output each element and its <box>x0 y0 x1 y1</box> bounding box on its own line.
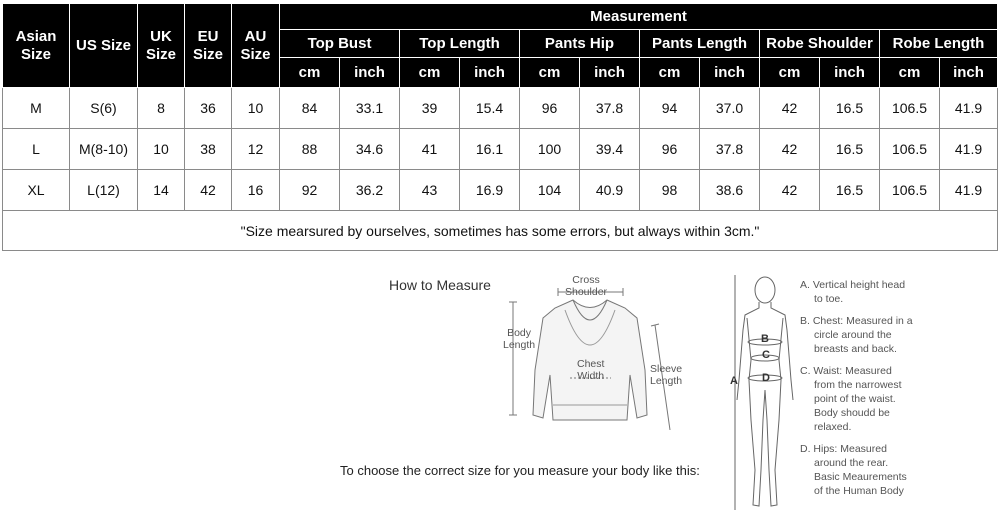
header-asian-size: Asian Size <box>3 4 70 88</box>
header-unit-inch: inch <box>940 58 998 88</box>
measurement-notes <box>800 278 960 506</box>
table-cell: 43 <box>400 170 460 211</box>
header-unit-cm: cm <box>520 58 580 88</box>
table-cell: 84 <box>280 88 340 129</box>
header-unit-cm: cm <box>280 58 340 88</box>
how-to-measure-title: How to Measure <box>389 277 491 293</box>
header-unit-inch: inch <box>580 58 640 88</box>
table-cell: 106.5 <box>880 129 940 170</box>
table-cell: 41.9 <box>940 129 998 170</box>
table-cell: 16.5 <box>820 170 880 211</box>
header-au-size: AU Size <box>232 4 280 88</box>
table-cell: 106.5 <box>880 170 940 211</box>
table-cell: 16 <box>232 170 280 211</box>
header-unit-inch: inch <box>340 58 400 88</box>
table-cell: 38 <box>185 129 232 170</box>
table-cell: M(8-10) <box>70 129 138 170</box>
header-group: Robe Length <box>880 30 998 58</box>
body-letter-d: D <box>762 372 770 384</box>
table-cell: L(12) <box>70 170 138 211</box>
header-unit-cm: cm <box>880 58 940 88</box>
measurement-note: C. Waist: Measured from the narrowest point of the waist. Body shoudd be relaxed. <box>800 365 902 433</box>
measurement-note: B. Chest: Measured in a circle around the breasts and back. <box>800 315 913 355</box>
table-cell: 10 <box>232 88 280 129</box>
size-chart-table <box>2 3 998 251</box>
table-cell: 36 <box>185 88 232 129</box>
table-cell: 16.9 <box>460 170 520 211</box>
table-cell: 16.5 <box>820 129 880 170</box>
sleeve-length-label: Sleeve Length <box>650 363 683 387</box>
cross-shoulder-label: Cross Shoulder <box>565 274 608 298</box>
table-cell: 92 <box>280 170 340 211</box>
chest-width-label: Chest Width <box>577 358 605 382</box>
header-unit-inch: inch <box>460 58 520 88</box>
header-us-size: US Size <box>70 4 138 88</box>
table-cell: 37.8 <box>700 129 760 170</box>
body-letter-b: B <box>761 333 769 345</box>
table-cell: 10 <box>138 129 185 170</box>
header-group: Pants Length <box>640 30 760 58</box>
measurement-note: A. Vertical height head to toe. <box>800 279 906 305</box>
table-cell: 41.9 <box>940 170 998 211</box>
table-cell: 15.4 <box>460 88 520 129</box>
table-cell: 42 <box>760 170 820 211</box>
header-group: Robe Shoulder <box>760 30 880 58</box>
body-figure-diagram <box>715 270 800 525</box>
header-uk-size: UK Size <box>138 4 185 88</box>
table-cell: 41.9 <box>940 88 998 129</box>
table-cell: L <box>3 129 70 170</box>
header-unit-inch: inch <box>700 58 760 88</box>
table-cell: 98 <box>640 170 700 211</box>
header-unit-cm: cm <box>640 58 700 88</box>
table-cell: 88 <box>280 129 340 170</box>
table-cell: 41 <box>400 129 460 170</box>
header-measurement: Measurement <box>280 4 998 30</box>
table-cell: 39.4 <box>580 129 640 170</box>
header-group: Top Length <box>400 30 520 58</box>
table-cell: 39 <box>400 88 460 129</box>
table-row <box>3 129 998 170</box>
table-cell: 42 <box>185 170 232 211</box>
table-cell: 100 <box>520 129 580 170</box>
table-cell: 16.5 <box>820 88 880 129</box>
body-length-label: Body Length <box>503 327 536 351</box>
table-cell: 42 <box>760 88 820 129</box>
body-letter-c: C <box>762 349 770 361</box>
table-cell: S(6) <box>70 88 138 129</box>
table-cell: 16.1 <box>460 129 520 170</box>
table-cell: 36.2 <box>340 170 400 211</box>
table-cell: 40.9 <box>580 170 640 211</box>
table-cell: M <box>3 88 70 129</box>
table-cell: 14 <box>138 170 185 211</box>
table-cell: 8 <box>138 88 185 129</box>
header-unit-cm: cm <box>760 58 820 88</box>
measurement-note: D. Hips: Measured around the rear. Basic Meaurements of the Human Body <box>800 443 907 497</box>
table-cell: 33.1 <box>340 88 400 129</box>
choose-size-instruction: To choose the correct size for you measure your body like this: <box>340 463 700 478</box>
body-letter-a: A <box>730 375 738 387</box>
header-group: Pants Hip <box>520 30 640 58</box>
table-cell: 37.8 <box>580 88 640 129</box>
header-unit-cm: cm <box>400 58 460 88</box>
table-cell: 42 <box>760 129 820 170</box>
header-unit-inch: inch <box>820 58 880 88</box>
table-cell: 34.6 <box>340 129 400 170</box>
header-eu-size: EU Size <box>185 4 232 88</box>
table-cell: 96 <box>640 129 700 170</box>
table-cell: 104 <box>520 170 580 211</box>
table-cell: 94 <box>640 88 700 129</box>
table-note: "Size mearsured by ourselves, sometimes has some errors, but always within 3cm." <box>3 211 998 251</box>
table-cell: 12 <box>232 129 280 170</box>
table-cell: 106.5 <box>880 88 940 129</box>
table-cell: 38.6 <box>700 170 760 211</box>
table-cell: 96 <box>520 88 580 129</box>
table-cell: XL <box>3 170 70 211</box>
table-row <box>3 170 998 211</box>
header-group: Top Bust <box>280 30 400 58</box>
table-cell: 37.0 <box>700 88 760 129</box>
table-row <box>3 88 998 129</box>
